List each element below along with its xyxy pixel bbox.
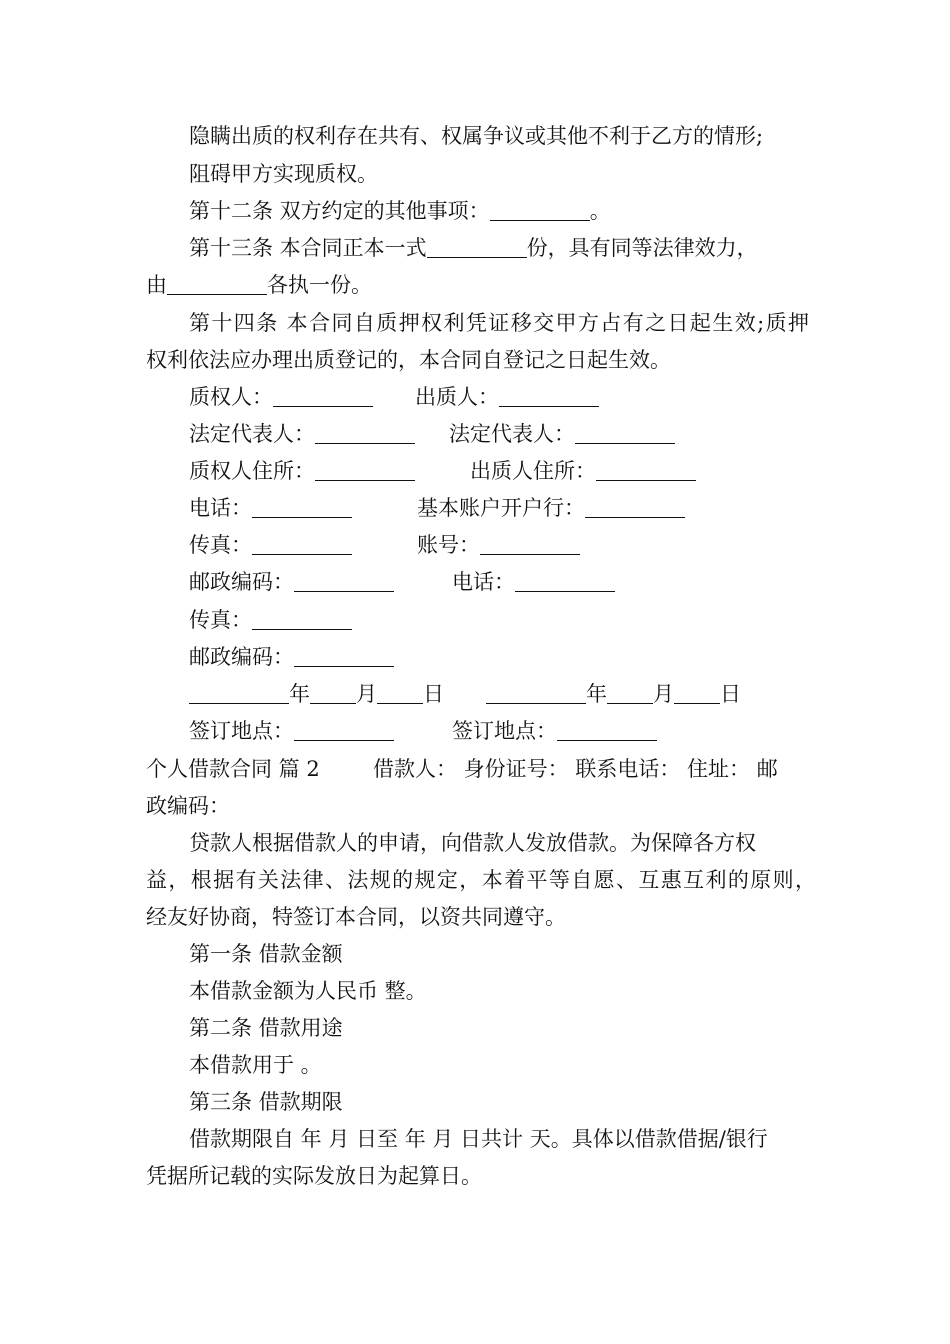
contract2-header bbox=[146, 755, 816, 783]
clause-14: 第十四条 本合同自质押权利凭证移交甲方占有之日起生效;质押 bbox=[189, 311, 809, 335]
article-1-title: 第一条 借款金额 bbox=[189, 942, 343, 966]
sig-row-3 bbox=[189, 457, 819, 485]
clause-13-text-2: 份，具有同等法律效力， bbox=[526, 236, 758, 260]
fill-blank bbox=[674, 683, 720, 704]
article-3-body-cont: 凭据所记载的实际发放日为起算日。 bbox=[146, 1164, 482, 1188]
fill-blank bbox=[273, 386, 373, 407]
fill-blank bbox=[486, 683, 586, 704]
month-label: 月 bbox=[356, 682, 377, 706]
intro-line: 贷款人根据借款人的申请，向借款人发放借款。为保障各方权 bbox=[189, 831, 756, 855]
sig-row-1 bbox=[189, 383, 819, 411]
fill-blank bbox=[499, 386, 599, 407]
pledgor-label: 出质人： bbox=[415, 385, 499, 409]
clause-line: 隐瞒出质的权利存在共有、权属争议或其他不利于乙方的情形; bbox=[189, 124, 764, 148]
fill-blank bbox=[607, 683, 653, 704]
article-1-body: 本借款金额为人民币 整。 bbox=[189, 979, 427, 1003]
fill-blank bbox=[557, 720, 657, 741]
fill-blank bbox=[252, 497, 352, 518]
contract2-title: 个人借款合同 篇 2 bbox=[146, 757, 320, 781]
clause-13-text: 第十三条 本合同正本一式 bbox=[189, 236, 427, 260]
fill-blank bbox=[252, 534, 352, 555]
clause-13-cont bbox=[146, 271, 816, 299]
article-2-title: 第二条 借款用途 bbox=[189, 1016, 343, 1040]
fill-blank bbox=[189, 683, 289, 704]
clause-12-text: 第十二条 双方约定的其他事项： bbox=[189, 199, 490, 223]
zip-right-label: 邮政编码： bbox=[189, 645, 294, 669]
account-label: 账号： bbox=[417, 533, 480, 557]
fill-blank bbox=[575, 423, 675, 444]
day-label: 日 bbox=[423, 682, 444, 706]
sig-row-7 bbox=[189, 606, 819, 634]
fill-blank bbox=[377, 683, 423, 704]
article-3-title: 第三条 借款期限 bbox=[189, 1090, 343, 1114]
sig-row-8 bbox=[189, 643, 819, 671]
fill-blank bbox=[585, 497, 685, 518]
intro-line: 经友好协商，特签订本合同，以资共同遵守。 bbox=[146, 905, 566, 929]
fill-blank bbox=[480, 534, 580, 555]
fill-blank bbox=[252, 609, 352, 630]
fill-blank bbox=[310, 683, 356, 704]
fill-blank bbox=[490, 200, 590, 221]
zip-left-label: 邮政编码： bbox=[189, 570, 294, 594]
clause-12 bbox=[189, 197, 819, 225]
clause-13-text-3: 由 bbox=[146, 273, 167, 297]
date-row bbox=[189, 680, 819, 708]
fill-blank bbox=[596, 460, 696, 481]
intro-line: 益，根据有关法律、法规的规定，本着平等自愿、互惠互利的原则， bbox=[146, 868, 816, 892]
rep-right-label: 法定代表人： bbox=[449, 422, 575, 446]
day-label: 日 bbox=[720, 682, 741, 706]
fill-blank bbox=[294, 720, 394, 741]
addr-right-label: 出质人住所： bbox=[470, 459, 596, 483]
article-3-body: 借款期限自 年 月 日至 年 月 日共计 天。具体以借款借据/银行 bbox=[189, 1127, 768, 1151]
bank-label: 基本账户开户行： bbox=[417, 496, 585, 520]
rep-left-label: 法定代表人： bbox=[189, 422, 315, 446]
phone-left-label: 电话： bbox=[189, 496, 252, 520]
fill-blank bbox=[315, 423, 415, 444]
clause-13-text-4: 各执一份。 bbox=[267, 273, 372, 297]
contract2-header-cont: 政编码： bbox=[146, 794, 230, 818]
sig-row-5 bbox=[189, 531, 819, 559]
fill-blank bbox=[294, 571, 394, 592]
fax-right-label: 传真： bbox=[189, 608, 252, 632]
fax-left-label: 传真： bbox=[189, 533, 252, 557]
clause-12-end: 。 bbox=[589, 199, 611, 223]
year-label: 年 bbox=[289, 682, 310, 706]
clause-line: 阻碍甲方实现质权。 bbox=[189, 162, 378, 186]
clause-14-cont: 权利依法应办理出质登记的，本合同自登记之日起生效。 bbox=[146, 348, 671, 372]
place-right-label: 签订地点： bbox=[452, 719, 557, 743]
phone-right-label: 电话： bbox=[452, 570, 515, 594]
article-2-body: 本借款用于 。 bbox=[189, 1053, 322, 1077]
contract2-fields: 借款人： 身份证号： 联系电话： 住址： 邮 bbox=[373, 757, 778, 781]
fill-blank bbox=[315, 460, 415, 481]
clause-13 bbox=[189, 234, 819, 262]
sig-row-6 bbox=[189, 568, 819, 596]
fill-blank bbox=[427, 237, 527, 258]
fill-blank bbox=[294, 646, 394, 667]
month-label: 月 bbox=[653, 682, 674, 706]
pledgee-label: 质权人： bbox=[189, 385, 273, 409]
sig-row-2 bbox=[189, 420, 819, 448]
fill-blank bbox=[167, 274, 267, 295]
fill-blank bbox=[515, 571, 615, 592]
place-left-label: 签订地点： bbox=[189, 719, 294, 743]
addr-left-label: 质权人住所： bbox=[189, 459, 315, 483]
sig-row-4 bbox=[189, 494, 819, 522]
sig-row-place bbox=[189, 717, 819, 745]
year-label: 年 bbox=[586, 682, 607, 706]
